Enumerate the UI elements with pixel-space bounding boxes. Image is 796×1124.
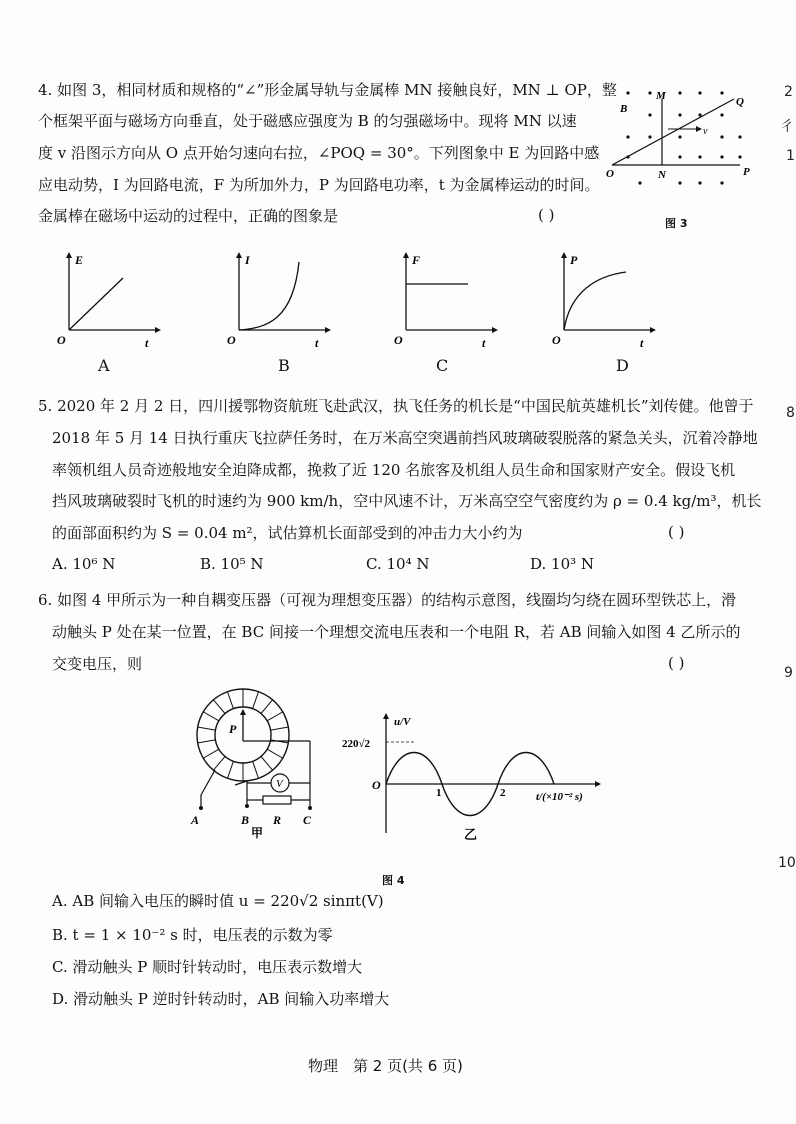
graph-d-p-vs-t <box>550 250 660 350</box>
q6-line-3: 交变电压，则 <box>52 655 143 673</box>
xlabel-a: t <box>145 336 149 350</box>
label-v: v <box>703 126 708 137</box>
figure-4-caption: 图 4 <box>382 874 405 887</box>
q4-line-2: 个框架平面与磁场方向垂直，处于磁感应强度为 B 的匀强磁场中。现将 MN 以速 <box>38 112 577 130</box>
figure-4-jia-circuit <box>185 685 335 845</box>
resistor-r <box>263 796 291 804</box>
label-resistor-r: R <box>273 813 282 827</box>
ylabel-a: E <box>75 253 84 267</box>
graph-b-i-vs-t <box>225 250 335 350</box>
curve-d <box>564 272 626 330</box>
label-m: M <box>656 90 666 102</box>
q6-answer-paren: ( ) <box>668 654 685 672</box>
wave-xlabel: t/(×10⁻² s) <box>536 791 583 803</box>
wave-origin: O <box>372 778 381 792</box>
q6-option-c: C. 滑动触头 P 顺时针转动时，电压表示数增大 <box>52 958 363 976</box>
graph-b-option: B <box>278 356 290 375</box>
edge-mark-2: 彳 <box>780 119 794 135</box>
graph-c-f-vs-t <box>392 250 502 350</box>
graph-a-option: A <box>98 356 110 375</box>
q5-line-5: 的面部面积约为 S = 0.04 m²，试估算机长面部受到的冲击力大小约为 <box>52 524 523 542</box>
origin-d: O <box>552 333 561 347</box>
curve-b <box>239 262 299 330</box>
q6-option-b: B. t = 1 × 10⁻² s 时，电压表的示数为零 <box>52 926 333 944</box>
ylabel-d: P <box>570 253 578 267</box>
label-n: N <box>658 169 666 181</box>
label-slider-p: P <box>229 722 237 736</box>
wave-amplitude: 220√2 <box>342 738 371 750</box>
figure-3-field-diagram <box>600 85 760 195</box>
magnetic-field-dots <box>626 91 741 184</box>
xlabel-d: t <box>640 336 644 350</box>
edge-mark-6: 10 <box>778 855 796 871</box>
edge-mark-4: 8 <box>786 405 795 421</box>
origin-b: O <box>227 333 236 347</box>
label-terminal-a: A <box>191 813 200 827</box>
origin-a: O <box>57 333 66 347</box>
q6-line-1: 6. 如图 4 甲所示为一种自耦变压器（可视为理想变压器）的结构示意图，线圈均匀绕在圆环型铁芯上，滑 <box>38 591 737 609</box>
label-voltmeter: V <box>276 778 283 790</box>
q4-line-5: 金属棒在磁场中运动的过程中，正确的图象是 <box>38 207 339 225</box>
label-q: Q <box>736 96 744 108</box>
q5-option-c: C. 10⁴ N <box>366 555 430 573</box>
label-o: O <box>606 168 614 180</box>
graph-a-e-vs-t <box>55 250 165 350</box>
origin-c: O <box>394 333 403 347</box>
label-terminal-c: C <box>303 813 312 827</box>
ylabel-c: F <box>412 253 421 267</box>
q5-line-2: 2018 年 5 月 14 日执行重庆飞拉萨任务时，在万米高空突遇前挡风玻璃破裂脱落的紧急关头，沉着冷静地 <box>52 429 758 447</box>
rail-oq <box>612 99 734 165</box>
xlabel-b: t <box>315 336 319 350</box>
figure-4-yi-sine-wave <box>340 705 630 845</box>
graph-d-option: D <box>616 356 629 375</box>
wave-tick-1: 1 <box>436 787 442 799</box>
curve-a <box>69 278 123 330</box>
figure-3-caption: 图 3 <box>665 217 688 230</box>
ylabel-b: I <box>245 253 250 267</box>
q6-line-2: 动触头 P 处在某一位置，在 BC 间接一个理想交流电压表和一个电阻 R，若 AB 间输入如图 4 乙所示的 <box>52 623 741 641</box>
label-terminal-b: B <box>241 813 250 827</box>
q4-line-4: 应电动势，I 为回路电流，F 为所加外力，P 为回路电功率，t 为金属棒运动的时间。 <box>38 176 600 194</box>
edge-mark-1: 2 <box>784 84 793 100</box>
wave-ylabel: u/V <box>394 716 411 728</box>
page-footer: 物理 第 2 页(共 6 页) <box>308 1057 463 1075</box>
q5-line-4: 挡风玻璃破裂时飞机的时速约为 900 km/h，空中风速不计，万米高空空气密度约为 ρ = 0.4 kg/m³，机长 <box>52 492 762 510</box>
edge-mark-3: 1 <box>786 148 795 164</box>
q6-option-d: D. 滑动触头 P 逆时针转动时，AB 间输入功率增大 <box>52 990 390 1008</box>
q5-line-3: 率领机组人员奇迹般地安全迫降成都，挽救了近 120 名旅客及机组人员生命和国家财产安全。假设飞机 <box>52 461 736 479</box>
xlabel-c: t <box>482 336 486 350</box>
wave-tick-2: 2 <box>500 787 506 799</box>
label-b: B <box>620 103 628 115</box>
q4-line-1: 4. 如图 3，相同材质和规格的“∠”形金属导轨与金属棒 MN 接触良好，MN ⊥ OP，整 <box>38 81 617 99</box>
q5-line-1: 5. 2020 年 2 月 2 日，四川援鄂物资航班飞赴武汉，执飞任务的机长是“中国民航英雄机长”刘传健。他曾于 <box>38 397 754 415</box>
graph-c-option: C <box>436 356 449 375</box>
label-jia: 甲 <box>251 826 264 840</box>
q5-option-a: A. 10⁶ N <box>52 555 116 573</box>
q5-answer-paren: ( ) <box>668 523 685 541</box>
q6-option-a: A. AB 间输入电压的瞬时值 u = 220√2 sinπt(V) <box>52 892 384 910</box>
q4-line-3: 度 v 沿图示方向从 O 点开始匀速向右拉，∠POQ = 30°。下列图象中 E 为回路中感 <box>38 144 600 162</box>
q4-answer-paren: ( ) <box>538 206 555 224</box>
q5-option-d: D. 10³ N <box>530 555 595 573</box>
label-yi: 乙 <box>464 827 478 842</box>
label-p: P <box>743 166 750 178</box>
q5-option-b: B. 10⁵ N <box>200 555 264 573</box>
edge-mark-5: 9 <box>784 665 793 681</box>
